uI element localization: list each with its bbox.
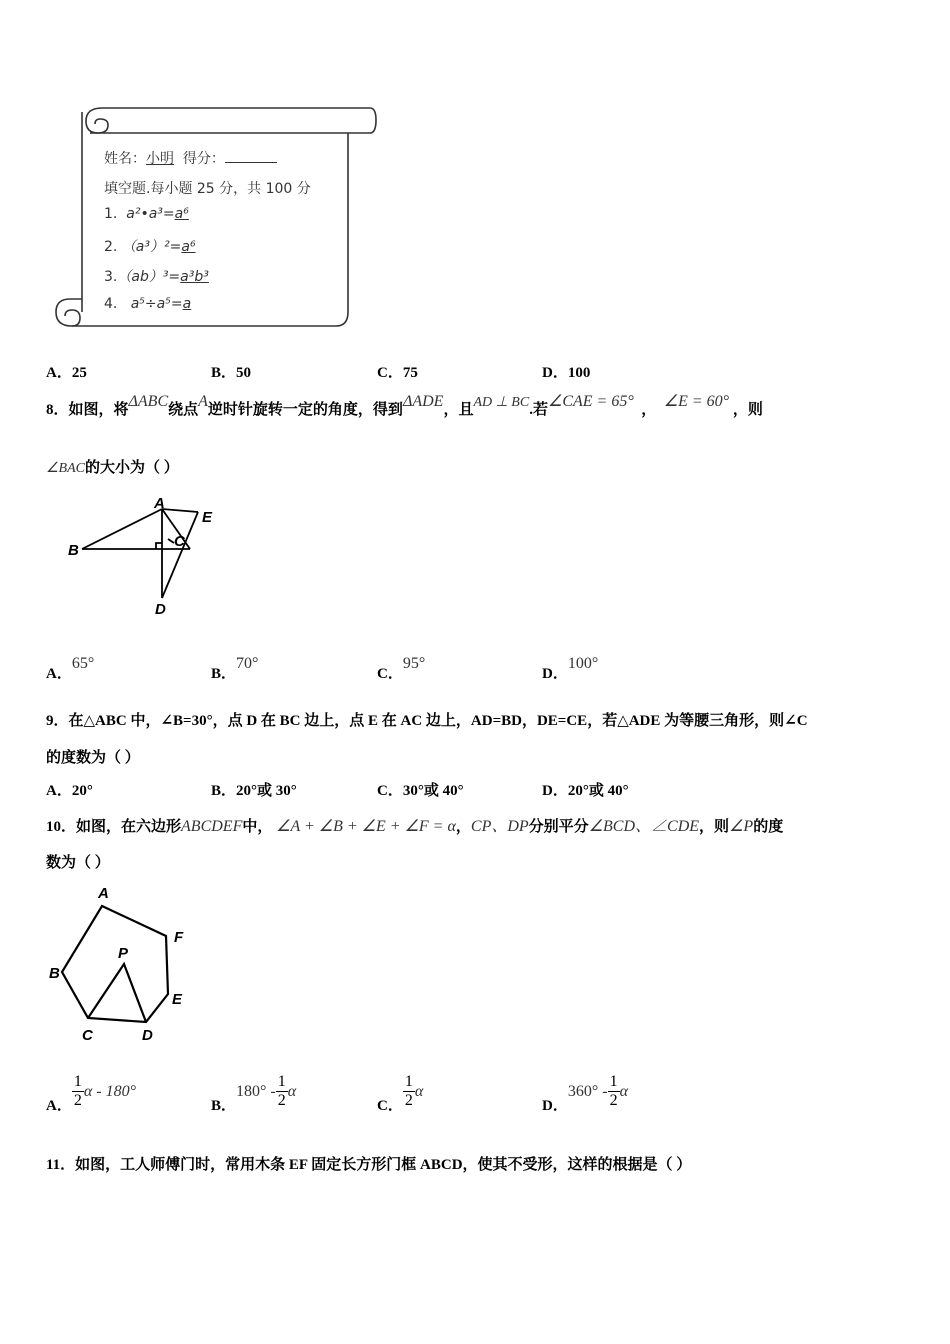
scroll-outline [50,100,380,332]
q8-stem-line-2: ∠BAC的大小为（ ） [46,460,179,476]
q9-option-c[interactable]: C．30°或 40° [377,783,464,799]
q10-stem-line-1: 10．如图，在六边形ABCDEF中， ∠A + ∠B + ∠E + ∠F = α，CP、DP分别平分∠BCD、∠CDE，则∠P的度 [46,818,784,835]
scroll-figure [50,100,380,332]
q10-option-d[interactable]: D． 360° - $\frac{1}{2}$ α [542,1073,628,1114]
q10-option-a[interactable]: A． $\frac{1}{2}$ α - 180° [46,1073,136,1114]
q10-figure [44,880,214,1046]
q8-figure [44,494,234,620]
q7-option-b[interactable]: B．50 [211,365,252,381]
q10-option-b-fraction: $\frac{1}{2}$ [277,1073,286,1109]
scroll-line-1: 姓名：小明 得分： [104,148,277,168]
q10-option-c[interactable]: C． $\frac{1}{2}$ α [377,1073,424,1114]
scroll-item-3: 3.（ab）³=a³b³ [104,269,209,285]
q8-option-a[interactable]: A．65° [46,655,95,682]
q10-label-p: P [118,945,129,962]
q8-label-c: C [174,533,185,550]
q8-label-d: D [155,601,166,618]
q9-option-a[interactable]: A．20° [46,783,93,799]
q8-label-e: E [202,509,213,526]
q8-label-a: A [154,495,165,512]
q9-stem-line-1: 9．在△ABC 中，∠B=30°，点 D 在 BC 边上，点 E 在 AC 边上，AD=BD，DE=CE，若△ADE 为等腰三角形，则∠C [46,713,808,729]
q10-option-b[interactable]: B． 180° - $\frac{1}{2}$ α [211,1073,297,1114]
q10-label-c: C [82,1027,93,1044]
q10-option-c-fraction: $\frac{1}{2}$ [404,1073,413,1109]
q9-option-d[interactable]: D．20°或 40° [542,783,629,799]
q8-option-b[interactable]: B．70° [211,655,259,682]
q10-options [0,1068,950,1114]
q8-option-d[interactable]: D．100° [542,655,599,682]
q9-option-b[interactable]: B．20°或 30° [211,783,297,799]
q10-stem-line-2: 数为（ ） [46,855,110,871]
q9-stem-line-2: 的度数为（ ） [46,750,140,766]
scroll-item-2: 2. （a³）²=a⁶ [104,239,196,255]
q10-label-a: A [98,885,109,902]
q8-option-c[interactable]: C．95° [377,655,426,682]
q10-label-f: F [174,929,184,946]
q10-option-a-fraction: $\frac{1}{2}$ [73,1073,82,1109]
q8-options [0,652,950,682]
q7-option-c[interactable]: C．75 [377,365,418,381]
q9-options [0,779,950,799]
scroll-item-1: 1. a²•a³=a⁶ [104,206,189,222]
scroll-line-2: 填空题.每小题 25 分，共 100 分 [104,181,311,197]
q11-stem-line-1: 11．如图，工人师傅门时，常用木条 EF 固定长方形门框 ABCD，使其不受形，这样的根据是（ ） [46,1157,692,1173]
score-blank [225,150,277,163]
q7-option-a[interactable]: A．25 [46,365,87,381]
scroll-item-4: 4. a⁵÷a⁵=a [104,296,192,312]
q7-option-d[interactable]: D．100 [542,365,591,381]
q7-options [0,361,950,381]
q10-label-b: B [49,965,60,982]
q10-hexagon-diagram [44,880,214,1046]
q10-option-d-fraction: $\frac{1}{2}$ [609,1073,618,1109]
q8-label-b: B [68,542,79,559]
student-name: 小明 [146,151,174,167]
q8-stem-line-1: 8．如图，将ΔABC绕点A逆时针旋转一定的角度，得到ΔADE，且AD ⊥ BC.若∠CAE = 65° ， ∠E = 60° ，则 [46,393,763,418]
q10-label-d: D [142,1027,153,1044]
q8-triangle-diagram [44,494,234,620]
q10-label-e: E [172,991,183,1008]
